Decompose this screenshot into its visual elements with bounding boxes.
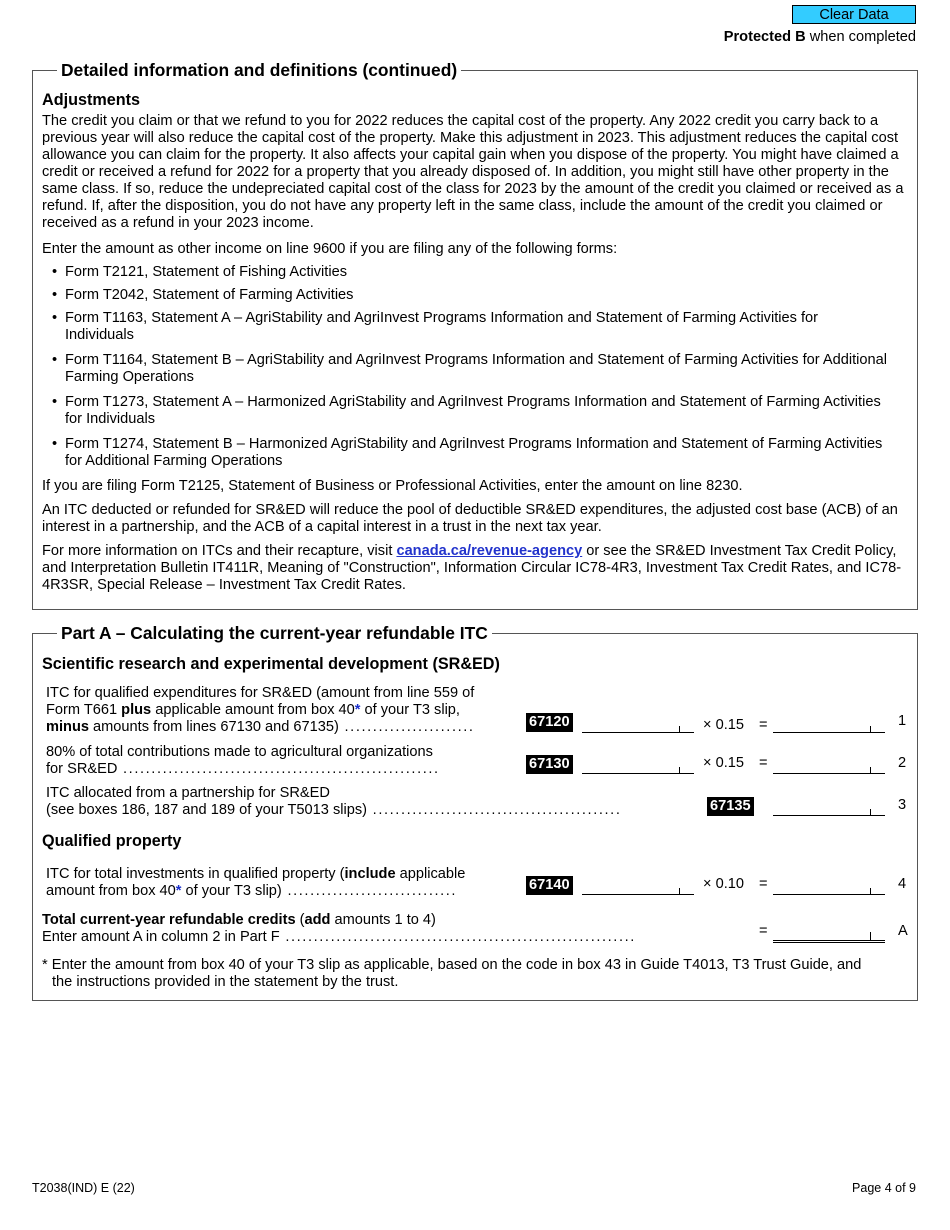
more-info-paragraph: For more information on ITCs and their recapture, visit canada.ca/revenue-agency or see the SR&ED Investment Tax Credit Policy, and Interpretation Bulletin IT411R, Meaning of "Construction", Information Circular IC78-4R3, Investment Tax Credit Rates, and IC78-4R3SR, Special Release – Investment Tax Credit Rates. <box>42 543 902 593</box>
total-a-field[interactable] <box>773 922 885 943</box>
page-number: Page 4 of 9 <box>852 1181 916 1195</box>
line-2-result-field[interactable] <box>773 755 885 774</box>
equals-sign: = <box>759 717 768 733</box>
qualified-property-heading: Qualified property <box>42 832 182 850</box>
footnote: * Enter the amount from box 40 of your T3 slip as applicable, based on the code in box 43 in Guide T4013, T3 Trust Guide, and the instructions provided in the statement by the trust. <box>42 957 862 990</box>
line-number: 1 <box>898 713 907 729</box>
form-id: T2038(IND) E (22) <box>32 1181 135 1195</box>
t2125-paragraph: If you are filing Form T2125, Statement of Business or Professional Activities, enter the amount on line 8230. <box>42 478 743 494</box>
line-code-67130: 67130 <box>526 755 573 774</box>
line-67140-input[interactable] <box>582 876 694 895</box>
cra-link[interactable]: canada.ca/revenue-agency <box>396 543 583 559</box>
protected-notice <box>724 29 916 45</box>
line-4-label: ITC for total investments in qualified property (include applicable amount from box 40* of your T3 slip) .............................. <box>46 866 466 899</box>
clear-data-button[interactable]: Clear Data <box>792 5 916 24</box>
equals-sign: = <box>759 755 768 771</box>
adjustments-paragraph: The credit you claim or that we refund to you for 2022 reduces the capital cost of the property. Any 2022 credit you carry back to a previous year will also reduce the capital cost of the property. Make this adjustment in 2023. This adjustment reduces the capital cost allowance you can claim for the property. It also affects your capital gain when you dispose of the property. You might have claimed a credit or received a refund for 2022 for a property that you already disposed of. In addition, you might still have other property in the same class. If so, reduce the undepreciated capital cost of the class for 2023 by the amount of the credit you claimed or received as a refund. If, after the disposition, you do not have any property left in the same class, include the amount of the credit you claimed or received as a refund in your 2023 income. <box>42 113 904 231</box>
line-67135-input[interactable] <box>773 797 885 816</box>
acb-paragraph: An ITC deducted or refunded for SR&ED will reduce the pool of deductible SR&ED expenditures, the adjusted cost base (ACB) of an interest in a partnership, and the ACB of a capital interest in a trust in the next tax year. <box>42 502 898 535</box>
line-1-label: ITC for qualified expenditures for SR&ED (amount from line 559 of Form T661 plus applicable amount from box 40* of your T3 slip, minus amounts from lines 67130 and 67135) ....................... <box>46 685 475 735</box>
line-code-67140: 67140 <box>526 876 573 895</box>
rate-label: × 0.15 <box>703 755 744 771</box>
line-number: 3 <box>898 797 907 813</box>
total-a-label: Total current-year refundable credits (add amounts 1 to 4) Enter amount A in column 2 in Part F .............................................................. <box>42 912 636 945</box>
equals-sign: = <box>759 876 768 892</box>
part-a-title: Part A – Calculating the current-year refundable ITC <box>57 622 492 644</box>
forms-intro: Enter the amount as other income on line 9600 if you are filing any of the following forms: <box>42 241 618 257</box>
line-code-67135: 67135 <box>707 797 754 816</box>
line-number: 4 <box>898 876 907 892</box>
line-3-label: ITC allocated from a partnership for SR&ED (see boxes 186, 187 and 189 of your T5013 slips) ............................................ <box>46 785 622 818</box>
sred-heading: Scientific research and experimental development (SR&ED) <box>42 655 500 673</box>
line-2-label: 80% of total contributions made to agricultural organizations for SR&ED ........................................................ <box>46 744 440 777</box>
equals-sign: = <box>759 923 768 939</box>
line-67120-input[interactable] <box>582 714 694 733</box>
line-number: 2 <box>898 755 907 771</box>
line-1-result-field[interactable] <box>773 714 885 733</box>
details-title: Detailed information and definitions (continued) <box>57 59 461 81</box>
protected-suffix: when completed <box>805 29 916 45</box>
line-letter: A <box>898 923 908 939</box>
line-4-result-field[interactable] <box>773 876 885 895</box>
adjustments-heading: Adjustments <box>42 91 141 109</box>
rate-label: × 0.15 <box>703 717 744 733</box>
line-67130-input[interactable] <box>582 755 694 774</box>
protected-label: Protected B <box>723 29 806 45</box>
line-code-67120: 67120 <box>526 713 573 732</box>
rate-label: × 0.10 <box>703 876 744 892</box>
